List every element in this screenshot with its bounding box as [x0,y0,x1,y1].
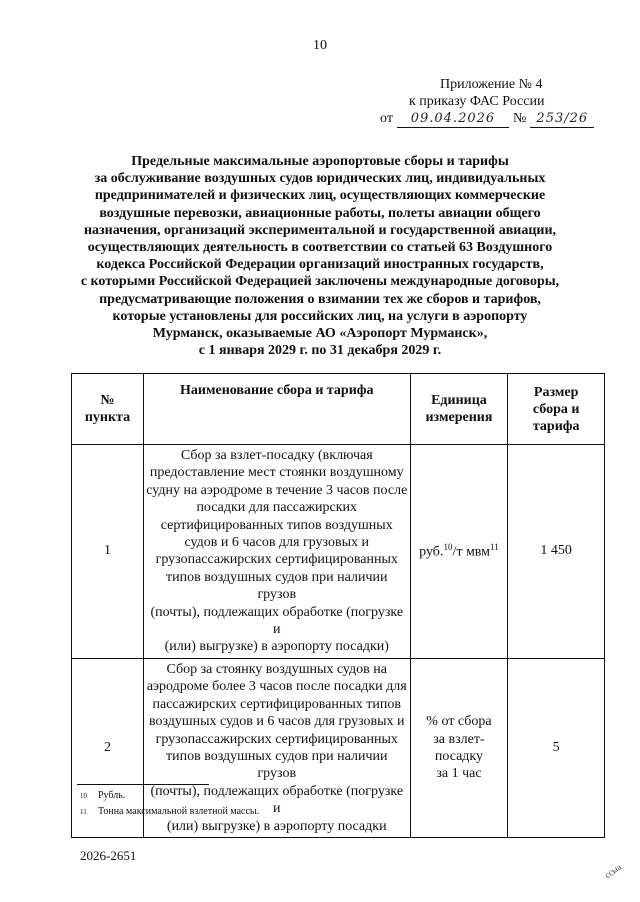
title-line: назначения, организаций экспериментальной и государственной авиации, [83,222,557,238]
desc-line: типов воздушных судов при наличии грузов [165,569,388,603]
footnote-separator [77,784,209,785]
row-value: 1 450 [508,445,605,659]
from-label: от [380,111,393,126]
title-line: предусматривающие положения о взимании тех же сборов и тарифов, [99,291,541,307]
header-name: Наименование сбора и тарифа [143,374,410,445]
annex-block [380,76,600,128]
annex-title: Приложение № 4 [440,77,543,92]
document-code: 2026-2651 [80,848,137,863]
desc-line: Сбор за взлет-посадку (включая [180,448,373,463]
order-date: 09.04.2026 [397,110,509,128]
desc-line: воздушных судов и 6 часов для грузовых и [148,714,405,730]
title-line: которые установлены для российских лиц, на услуги в аэропорту [112,308,528,324]
unit-line: за взлет- [433,731,485,747]
footnote-number: 10 [80,792,87,800]
desc-line: типов воздушных судов при наличии грузов [165,748,388,782]
unit-line: посадку [434,748,484,764]
header-size-line: сбора и [532,401,580,417]
title-line: Предельные максимальные аэропортовые сборы и тарифы [131,154,509,169]
title-line: за обслуживание воздушных судов юридических лиц, индивидуальных [94,171,546,187]
title-line: воздушные перевозки, авиационные работы, полеты авиации общего [99,205,541,221]
header-size [508,374,605,445]
annex-order-ref: к приказу ФАС России [409,94,545,109]
footnote [80,790,125,802]
header-unit [410,374,508,445]
footnote-number: 11 [80,808,87,816]
desc-line: предоставление мест стоянки воздушному [149,465,404,481]
row-unit [410,658,508,837]
unit-line: % от сбора [426,714,492,730]
row-value: 5 [508,658,605,837]
corner-mark: ссыа [602,861,624,881]
page-number: 10 [313,38,327,53]
desc-line: (или) выгрузке) в аэропорту посадки) [164,639,389,655]
footnote-text: Рубль. [98,790,126,801]
row-number: 2 [72,658,144,837]
title-line: предпринимателей и физических лиц, осуществляющих коммерческие [94,188,546,204]
footnote [80,806,259,818]
table-header-row [72,374,605,445]
title-line: с 1 января 2029 г. по 31 декабря 2029 г. [198,343,442,359]
title-line: осуществляющих деятельность в соответствии со статьей 63 Воздушного [87,240,553,256]
footnote-ref: 11 [490,542,499,553]
header-num [72,374,144,445]
row-number: 1 [72,445,144,659]
title-line: Мурманск, оказываемые АО «Аэропорт Мурманск», [152,326,488,342]
desc-line: грузопассажирских сертифицированных [155,552,398,568]
table-row [72,445,605,659]
unit-line: за 1 час [436,766,482,782]
title-line: с которыми Российской Федерацией заключены международные договоры, [80,274,560,290]
header-size-line: Размер [533,384,579,400]
desc-line: Сбор за стоянку воздушных судов на [166,661,387,677]
annex-date-number [380,110,600,128]
header-size-line: тарифа [532,418,580,434]
desc-line: судов и 6 часов для грузовых и [184,535,369,551]
footnote-text: Тонна максимальной взлетной массы. [98,806,260,817]
desc-line: аэродроме более 3 часов после посадки для [146,679,407,695]
unit-text: руб. [419,544,444,560]
desc-line: (или) выгрузке) в аэропорту посадки [166,818,387,834]
number-label: № [512,111,527,126]
footnote-ref: 10 [443,542,453,553]
row-description [143,445,410,659]
document-title [60,153,580,359]
order-number: 253/26 [530,110,594,128]
desc-line: сертифицированных типов воздушных [160,517,393,533]
header-num-line: пункта [84,410,131,425]
header-unit-line: Единица [431,393,487,408]
desc-line: пассажирских сертифицированных типов [152,696,401,712]
desc-line: (почты), подлежащих обработке (погрузке и [150,604,404,638]
header-num-line: № [100,393,115,408]
desc-line: грузопассажирских сертифицированных [155,731,398,747]
title-line: кодекса Российской Федерации организаций иностранных государств, [96,257,544,273]
row-unit [410,445,508,659]
desc-line: (почты), подлежащих обработке (погрузке и [150,783,404,817]
desc-line: судну на аэродроме в течение 3 часов после [146,482,408,498]
tariff-table [71,373,605,838]
header-unit-line: измерения [425,410,493,425]
desc-line: посадки для пассажирских [196,500,358,516]
unit-text: /т мвм [452,544,491,560]
